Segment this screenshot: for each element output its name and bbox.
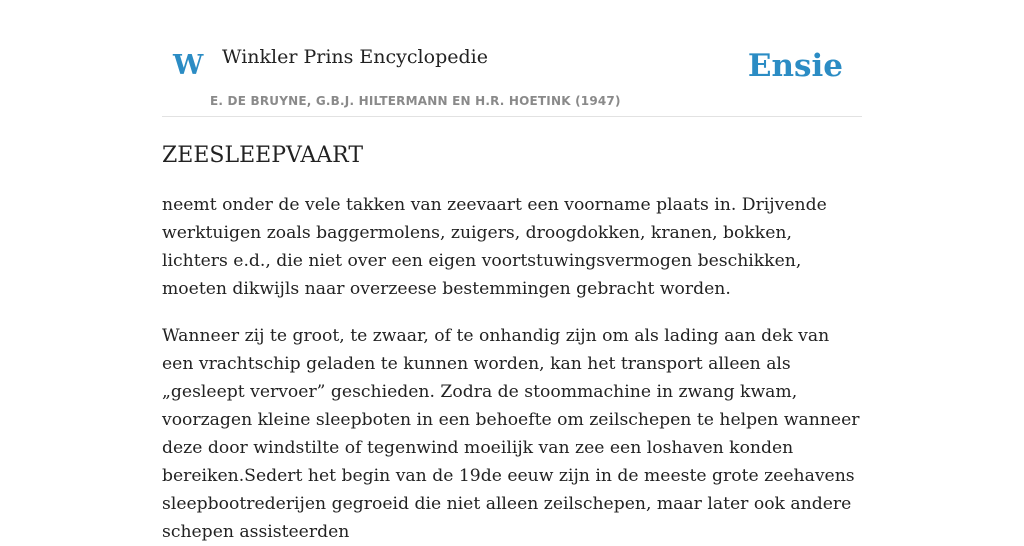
article-paragraph-2: Wanneer zij te groot, te zwaar, of te onhandig zijn om als lading aan dek van een vrachtschip geladen te kunnen worden, kan het transport alleen als „gesleept vervoer” geschieden. Zodra de stoommachine in zwang kwam, voorzagen kleine sleepboten in een behoefte om zeilschepen te helpen wanneer deze door windstilte of tegenwind moeilijk van zee een loshaven konden bereiken.Sedert het begin van de 19de eeuw zijn in de meeste grote zeehavens sleepbootrederijen gegroeid die niet alleen zeilschepen, maar later ook andere schepen assisteerden: [162, 326, 860, 543]
ensie-logo[interactable]: Ensie: [747, 48, 843, 84]
winkler-prins-logo[interactable]: W: [173, 50, 204, 81]
header: [162, 0, 862, 117]
encyclopedia-title[interactable]: Winkler Prins Encyclopedie: [222, 46, 488, 68]
page: [162, 0, 862, 546]
authors-line: E. DE BRUYNE, G.B.J. HILTERMANN EN H.R. HOETINK (1947): [210, 94, 621, 108]
article-paragraph-1: neemt onder de vele takken van zeevaart een voorname plaats in. Drijvende werktuigen zoals baggermolens, zuigers, droogdokken, kranen, bokken, lichters e.d., die niet over een eigen voortstuwingsvermogen beschikken, moeten dikwijls naar overzeese bestemmingen gebracht worden.: [162, 195, 827, 300]
article-title: ZEESLEEPVAART: [162, 143, 364, 168]
